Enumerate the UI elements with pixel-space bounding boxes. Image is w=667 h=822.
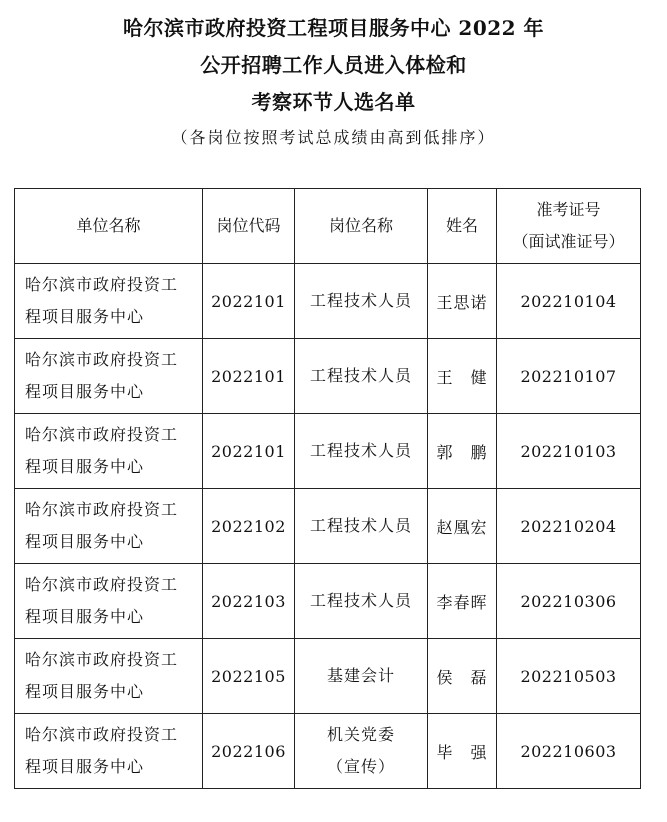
- header-post-name: 岗位名称: [295, 189, 428, 264]
- title-line-2: 公开招聘工作人员进入体检和: [200, 53, 467, 77]
- unit-line-1: 哈尔滨市政府投资工: [25, 575, 179, 594]
- unit-cell: [15, 489, 203, 564]
- table-row: [15, 339, 641, 414]
- unit-line-1: 哈尔滨市政府投资工: [25, 500, 179, 519]
- post-name-line-1: 基建会计: [326, 666, 395, 685]
- candidate-name-cell: 赵凰宏: [428, 489, 497, 564]
- unit-line-2: 程项目服务中心: [25, 382, 145, 401]
- post-code-cell: 2022101: [203, 264, 295, 339]
- table-body: [15, 264, 641, 789]
- post-name-cell: [295, 414, 428, 489]
- unit-line-2: 程项目服务中心: [25, 607, 145, 626]
- exam-number-cell: 202210204: [497, 489, 641, 564]
- post-code-cell: 2022102: [203, 489, 295, 564]
- post-name-cell: [295, 714, 428, 789]
- candidate-table: [14, 188, 641, 789]
- table-header-row: [15, 189, 641, 264]
- post-name-cell: [295, 339, 428, 414]
- exam-number-cell: 202210103: [497, 414, 641, 489]
- unit-line-2: 程项目服务中心: [25, 682, 145, 701]
- post-name-line-1: 机关党委: [326, 725, 395, 744]
- unit-cell: [15, 414, 203, 489]
- post-name-line-1: 工程技术人员: [309, 291, 412, 310]
- post-name-cell: [295, 564, 428, 639]
- unit-cell: [15, 339, 203, 414]
- unit-line-1: 哈尔滨市政府投资工: [25, 425, 179, 444]
- unit-line-2: 程项目服务中心: [25, 307, 145, 326]
- table-row: [15, 414, 641, 489]
- table-row: [15, 639, 641, 714]
- header-unit: 单位名称: [15, 189, 203, 264]
- post-name-cell: [295, 264, 428, 339]
- table-row: [15, 564, 641, 639]
- table-row: [15, 264, 641, 339]
- unit-line-1: 哈尔滨市政府投资工: [25, 725, 179, 744]
- post-name-line-2: （宣传）: [326, 757, 395, 776]
- candidate-name-cell: 王思诺: [428, 264, 497, 339]
- candidate-name-cell: 王 健: [428, 339, 497, 414]
- exam-number-cell: 202210603: [497, 714, 641, 789]
- unit-cell: [15, 639, 203, 714]
- sorting-note: （各岗位按照考试总成绩由高到低排序）: [171, 128, 496, 147]
- table-row: [15, 714, 641, 789]
- exam-number-cell: 202210107: [497, 339, 641, 414]
- header-exam-number-line2: （面试准证号）: [512, 232, 625, 251]
- header-post-code: 岗位代码: [203, 189, 295, 264]
- header-name: 姓名: [428, 189, 497, 264]
- post-name-line-1: 工程技术人员: [309, 516, 412, 535]
- post-code-cell: 2022103: [203, 564, 295, 639]
- exam-number-cell: 202210104: [497, 264, 641, 339]
- candidate-name-cell: 毕 强: [428, 714, 497, 789]
- exam-number-cell: 202210503: [497, 639, 641, 714]
- header-exam-number: [497, 189, 641, 264]
- post-name-line-1: 工程技术人员: [309, 366, 412, 385]
- post-code-cell: 2022101: [203, 339, 295, 414]
- unit-cell: [15, 564, 203, 639]
- unit-cell: [15, 264, 203, 339]
- unit-line-2: 程项目服务中心: [25, 532, 145, 551]
- post-name-line-1: 工程技术人员: [309, 591, 412, 610]
- unit-line-2: 程项目服务中心: [25, 757, 145, 776]
- unit-line-1: 哈尔滨市政府投资工: [25, 350, 179, 369]
- title-line-1: 哈尔滨市政府投资工程项目服务中心 2022 年: [122, 16, 545, 40]
- exam-number-cell: 202210306: [497, 564, 641, 639]
- post-name-line-1: 工程技术人员: [309, 441, 412, 460]
- candidate-name-cell: 郭 鹏: [428, 414, 497, 489]
- candidate-name-cell: 侯 磊: [428, 639, 497, 714]
- unit-line-2: 程项目服务中心: [25, 457, 145, 476]
- header-exam-number-line1: 准考证号: [536, 200, 601, 219]
- unit-line-1: 哈尔滨市政府投资工: [25, 650, 179, 669]
- document-title: [0, 10, 667, 121]
- table-row: [15, 489, 641, 564]
- candidate-name-cell: 李春晖: [428, 564, 497, 639]
- title-line-3: 考察环节人选名单: [251, 90, 416, 114]
- unit-line-1: 哈尔滨市政府投资工: [25, 275, 179, 294]
- post-code-cell: 2022101: [203, 414, 295, 489]
- post-code-cell: 2022106: [203, 714, 295, 789]
- post-name-cell: [295, 489, 428, 564]
- post-code-cell: 2022105: [203, 639, 295, 714]
- post-name-cell: [295, 639, 428, 714]
- unit-cell: [15, 714, 203, 789]
